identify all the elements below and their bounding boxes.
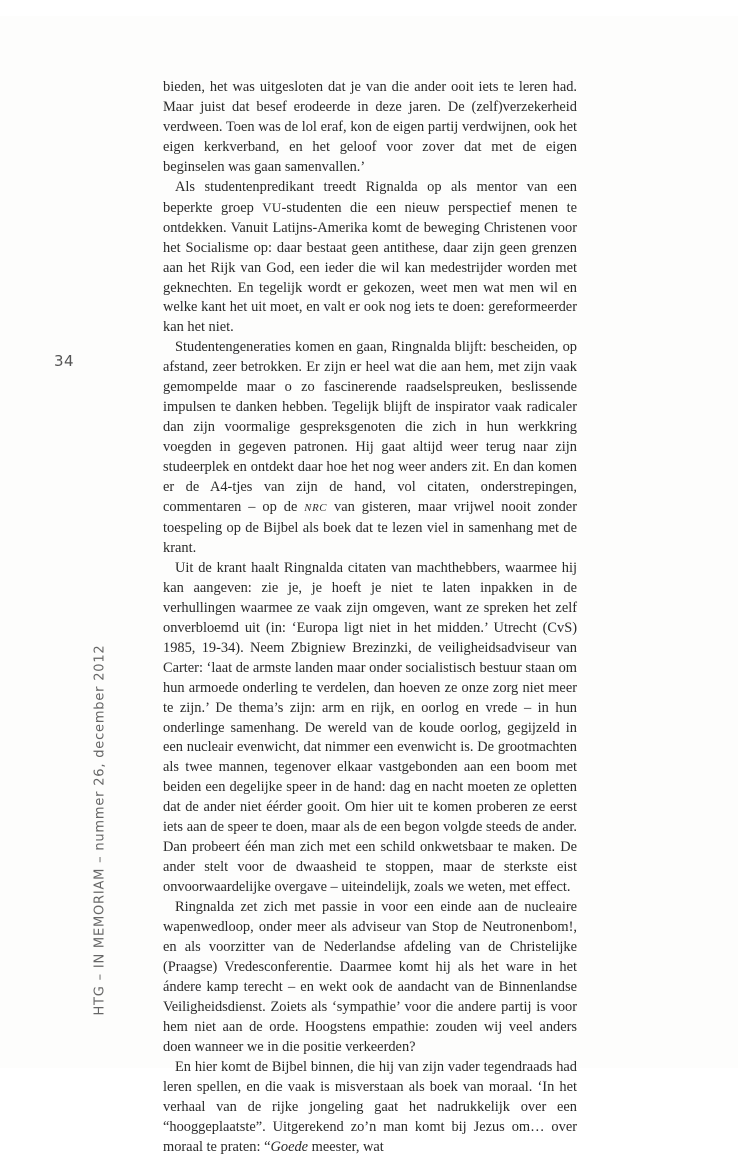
paragraph-3-text-b: van gisteren, maar vrijwel nooit zonder toespeling op de Bijbel als boek dat te lezen viel in samenhang met de krant. [163,499,577,556]
emphasis-goede: Goede [270,1138,309,1155]
paragraph-5: Ringnalda zet zich met passie in voor een einde aan de nucleaire wapenwedloop, onder meer als adviseur van Stop de Neutronenbom!, en als voorzitter van de Nederlandse afdeling van de Christelijke (Praagse) Vredesconferentie. Daarmee komt hij als het ware in het ándere kamp terecht – en wekt ook de aandacht van de Binnenlandse Veiligheidsdienst. Zoiets als ‘sympathie’ voor die andere partij is voor hem niet aan de orde. Hoogstens empathie: zouden wij veel anders doen wanneer we in die positie verkeerden? [163,899,577,1055]
paragraph-3 [163,338,577,558]
running-head-vertical: HTG – IN MEMORIAM – nummer 26, december 2012 [92,644,108,1016]
paragraph-1: bieden, het was uitgesloten dat je van die ander ooit iets te leren had. Maar juist dat besef erodeerde in deze jaren. De (zelf)verzekerheid verdween. Toen was de lol eraf, kon de eigen partij verdwijnen, ook het eigen kerkverband, en het geloof voor zover dat met de eigen beginselen was gaan samenvallen.’ [163,79,577,175]
page-top-margin [0,0,738,16]
paragraph-6-text-a: En hier komt de Bijbel binnen, die hij van zijn vader tegendraads had leren spellen, en die vaak is misverstaan als boek van moraal. ‘In het verhaal van de rijke jongeling gaat het nadrukkelijk over een “hooggeplaatste”. Uitgerekend zo’n man komt bij Jezus om… over moraal te praten: “ [163,1058,577,1155]
vu-abbreviation: VU [262,199,282,215]
paragraph-6-text-b: meester, wat [308,1138,384,1155]
body-text [163,78,577,1157]
paragraph-3-text-a: Studentengeneraties komen en gaan, Ringnalda blijft: bescheiden, op afstand, zeer betrokken. Er zijn er heel wat die aan hem, met zijn vaak gemompelde maar o zo fascinerende raadselspreuken, beslissende impulsen te danken hebben. Tegelijk blijft de inspirator vaak radicaler dan zijn voormalige gespreksgenoten die zich in hun werkkring voegden in gegeven patronen. Hij gaat altijd weer terug naar zijn studeerplek en ontdekt daar hoe het nog weer anders zit. En dan komen er de A4-tjes van zijn de hand, vol citaten, onderstrepingen, commentaren – op de [163,339,577,516]
paragraph-4: Uit de krant haalt Ringnalda citaten van machthebbers, waarmee hij kan aangeven: zie je, je hoeft je niet te laten inpakken in de verhullingen waarmee ze vaak zijn omgeven, want ze spreken het zelf onverbloemd uit (in: ‘Europa ligt niet in het midden.’ Utrecht (CvS) 1985, 19-34). Neem Zbigniew Brezinzki, de veiligheidsadviseur van Carter: ‘laat de armste landen maar onder socialistisch bestuur staan om hun armoede onderling te verdelen, dan hoeven ze onze zorg niet meer te zijn.’ De thema’s zijn: arm en rijk, en oorlog en vrede – in hun onderlinge samenhang. De wereld van de koude oorlog, gegijzeld in een nucleair evenwicht, dat nimmer een evenwicht is. De grootmachten als twee mannen, tegenover elkaar vastgebonden aan een boom met beiden een degelijke speer in de hand: dag en nacht moeten ze opletten dat de ander niet éérder gooit. Om hier uit te komen proberen ze eerst iets aan de speer te doen, maar als de een begon volgde steeds de ander. Dan probeert één man zich met een schild onkwetsbaar te maken. De ander stelt voor de dwaasheid te stoppen, maar de sterkste eist onvoorwaardelijke overgave – uiteindelijk, zoals we weten, met effect. [163,559,577,896]
paragraph-6 [163,1058,577,1157]
paragraph-2-text-b: -studenten die een nieuw perspectief menen te ontdekken. Vanuit Latijns-Amerika komt de beweging Christenen voor het Socialisme op: daar bestaat geen antithese, daar zijn geen grenzen aan het Rijk van God, een ieder die wil kan medestrijder worden met geknechten. En tegelijk wordt er gekozen, weet men wat men wil en welke kant het uit moet, en valt er ook nog iets te doen: gereformeerder kan het niet. [163,199,577,336]
page-number: 34 [54,352,75,370]
paragraph-2 [163,178,577,339]
nrc-abbreviation: NRC [304,502,328,515]
paragraph-2-text-a: Als studentenpredikant treedt Rignalda op als mentor van een beperkte groep [163,178,577,216]
